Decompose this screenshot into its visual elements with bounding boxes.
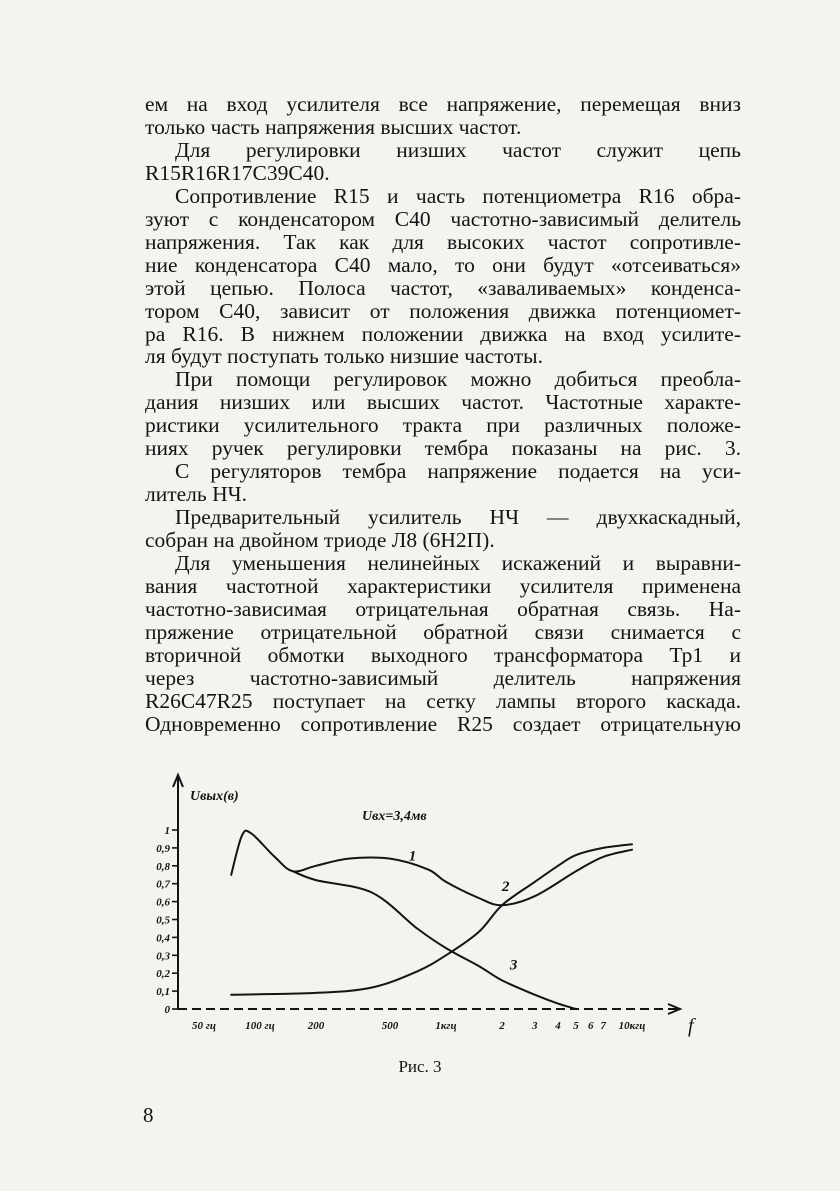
x-tick-label: 5 bbox=[573, 1020, 579, 1032]
y-tick-label: 0 bbox=[164, 1004, 170, 1016]
text-line: пряжение отрицательной обратной связи снимается с bbox=[145, 619, 741, 644]
text-line: ние конденсатора C40 мало, то они будут «отсеиваться» bbox=[145, 252, 741, 277]
series-2-label: 2 bbox=[501, 878, 510, 895]
series-2-line bbox=[231, 844, 632, 994]
y-tick-label: 0,9 bbox=[156, 842, 170, 855]
text-line: R15R16R17C39C40. bbox=[145, 160, 330, 185]
series-1-label: 1 bbox=[408, 848, 417, 865]
y-axis-label: Uвых(в) bbox=[190, 789, 239, 804]
text-line: Предварительный усилитель НЧ — двухкаскадный, bbox=[175, 505, 741, 530]
series-3-label: 3 bbox=[509, 957, 518, 974]
y-tick-label: 0,5 bbox=[156, 914, 170, 927]
x-axis-label: f bbox=[688, 1015, 694, 1037]
text-line: вания частотной характеристики усилителя применена bbox=[145, 573, 741, 598]
y-tick-label: 1 bbox=[164, 825, 170, 837]
x-tick-label: 3 bbox=[531, 1020, 538, 1032]
text-line: частотно-зависимая отрицательная обратная связь. На- bbox=[145, 596, 741, 621]
y-tick-label: 0,8 bbox=[156, 860, 170, 873]
x-tick-label: 1кгц bbox=[435, 1020, 457, 1032]
x-tick-label: 100 гц bbox=[245, 1020, 275, 1032]
text-line: ра R16. В нижнем положении движка на вход усилите- bbox=[145, 321, 741, 346]
y-tick-label: 0,3 bbox=[156, 950, 170, 963]
x-tick-label: 10кгц bbox=[618, 1020, 646, 1032]
text-line: ниях ручек регулировки тембра показаны на рис. 3. bbox=[145, 436, 741, 461]
x-tick-label: 200 bbox=[307, 1020, 325, 1032]
text-line: Одновременно сопротивление R25 создает отрицательную bbox=[145, 711, 741, 736]
text-line: R26C47R25 поступает на сетку лампы второго каскада. bbox=[145, 688, 741, 713]
text-line: тором C40, зависит от положения движка потенциомет- bbox=[145, 298, 741, 323]
page-number: 8 bbox=[143, 1103, 154, 1127]
text-line: литель НЧ. bbox=[145, 482, 247, 507]
x-tick-label: 6 bbox=[587, 1020, 594, 1032]
figure-caption: Рис. 3 bbox=[398, 1057, 442, 1076]
y-tick-label: 0,4 bbox=[156, 932, 170, 945]
text-line: При помощи регулировок можно добиться преобла- bbox=[175, 367, 741, 392]
text-line: дания низших или высших частот. Частотные характе- bbox=[145, 390, 741, 415]
text-line: напряжения. Так как для высоких частот сопротивле- bbox=[145, 229, 741, 254]
y-tick-label: 0,7 bbox=[156, 878, 170, 891]
text-line: собран на двойном триоде Л8 (6Н2П). bbox=[145, 528, 495, 553]
text-line: Для уменьшения нелинейных искажений и выравни- bbox=[175, 551, 741, 575]
x-tick-label: 50 гц bbox=[192, 1020, 216, 1032]
text-line: зуют с конденсатором C40 частотно-зависимый делитель bbox=[145, 206, 741, 231]
text-line: вторичной обмотки выходного трансформатора Тр1 и bbox=[145, 642, 741, 667]
text-line: ля будут поступать только низшие частоты. bbox=[145, 344, 544, 369]
y-tick-label: 0,1 bbox=[156, 986, 170, 999]
text-line: ристики усилительного тракта при различных положе- bbox=[145, 413, 741, 438]
text-line: ем на вход усилителя все напряжение, перемещая вниз bbox=[145, 92, 741, 116]
series-1-line bbox=[231, 831, 632, 906]
text-line: Для регулировки низших частот служит цепь bbox=[175, 137, 741, 162]
text-line: только часть напряжения высших частот. bbox=[145, 114, 522, 139]
text-line: этой цепью. Полоса частот, «заваливаемых» конденса- bbox=[145, 275, 741, 300]
x-tick-label: 7 bbox=[600, 1020, 606, 1032]
text-line: через частотно-зависимый делитель напряжения bbox=[145, 665, 741, 690]
y-tick-label: 0,6 bbox=[156, 896, 170, 909]
y-tick-label: 0,2 bbox=[156, 968, 170, 981]
input-voltage-annotation: Uвх=3,4мв bbox=[362, 809, 427, 824]
text-line: Сопротивление R15 и часть потенциометра R16 обра- bbox=[175, 183, 741, 208]
x-tick-label: 4 bbox=[555, 1020, 561, 1032]
series-3-line bbox=[293, 871, 576, 1009]
x-tick-label: 500 bbox=[381, 1020, 399, 1032]
x-tick-label: 2 bbox=[499, 1020, 505, 1032]
text-line: С регуляторов тембра напряжение подается на уси- bbox=[175, 459, 741, 484]
